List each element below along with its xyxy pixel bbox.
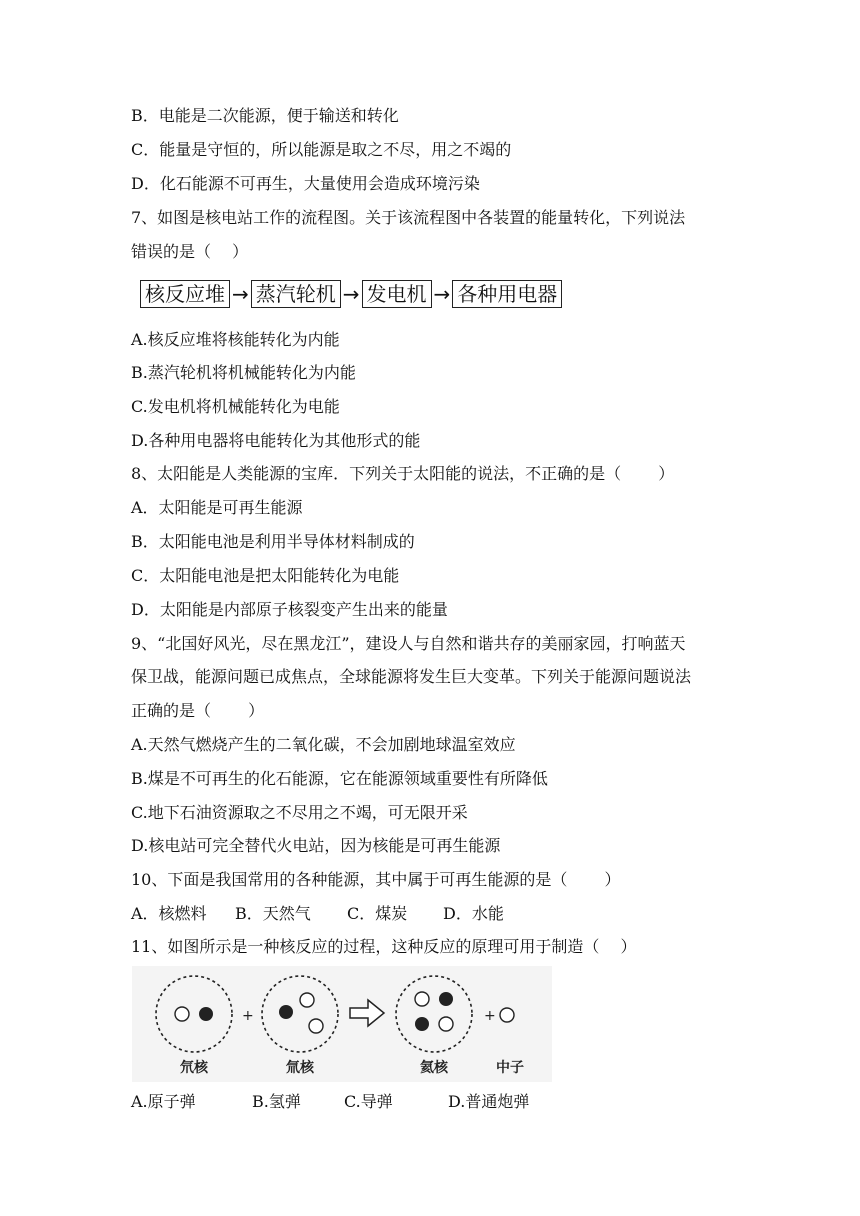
q10-stem: 10、下面是我国常用的各种能源，其中属于可再生能源的是（ ） bbox=[131, 870, 621, 889]
flow-box-generator: 发电机 bbox=[362, 280, 432, 308]
q9-stem-line3: 正确的是（ ） bbox=[131, 701, 265, 720]
q9-stem-line1: 9、“北国好风光，尽在黑龙江”，建设人与自然和谐共存的美丽家园，打响蓝天 bbox=[131, 634, 686, 653]
label-deuterium: 氘核 bbox=[180, 1060, 208, 1076]
q9-stem-line2: 保卫战，能源问题已成焦点，全球能源将发生巨大变革。下列关于能源问题说法 bbox=[131, 667, 692, 686]
q7-option-b: B.蒸汽轮机将机械能转化为内能 bbox=[131, 363, 356, 382]
label-helium: 氦核 bbox=[420, 1060, 448, 1076]
nuclear-plant-flowchart bbox=[140, 280, 562, 308]
q6-option-b: B．电能是二次能源，便于输送和转化 bbox=[131, 106, 399, 125]
q7-stem-line1: 7、如图是核电站工作的流程图。关于该流程图中各装置的能量转化，下列说法 bbox=[131, 208, 686, 227]
flow-arrow-icon: → bbox=[342, 282, 360, 306]
plus-sign-1: + bbox=[242, 1008, 254, 1024]
tritium-nucleus-circle bbox=[262, 976, 338, 1052]
free-neutron-particle bbox=[500, 1008, 514, 1022]
q10-options bbox=[131, 904, 504, 924]
plus-sign-2: + bbox=[484, 1008, 496, 1024]
flow-box-appliances: 各种用电器 bbox=[452, 280, 562, 308]
reaction-arrow-icon bbox=[350, 1000, 384, 1026]
q10-option-a: A．核燃料 bbox=[131, 904, 207, 923]
neutron-particle bbox=[439, 1017, 453, 1031]
neutron-particle bbox=[175, 1007, 189, 1021]
q11-option-a: A.原子弹 bbox=[131, 1092, 196, 1111]
nuclear-fusion-figure bbox=[132, 966, 552, 1082]
proton-particle bbox=[279, 1005, 293, 1019]
q7-option-c: C.发电机将机械能转化为电能 bbox=[131, 397, 340, 416]
proton-particle bbox=[415, 1017, 429, 1031]
q6-option-c: C．能量是守恒的，所以能源是取之不尽，用之不竭的 bbox=[131, 140, 512, 159]
label-tritium: 氚核 bbox=[286, 1060, 314, 1076]
q8-stem: 8、太阳能是人类能源的宝库．下列关于太阳能的说法，不正确的是（ ） bbox=[131, 464, 675, 483]
q10-option-b: B．天然气 bbox=[235, 904, 311, 923]
neutron-particle bbox=[415, 992, 429, 1006]
q10-option-d: D．水能 bbox=[443, 904, 504, 923]
q9-option-b: B.煤是不可再生的化石能源，它在能源领域重要性有所降低 bbox=[131, 769, 548, 788]
q7-option-d: D.各种用电器将电能转化为其他形式的能 bbox=[131, 431, 421, 450]
q7-option-a: A.核反应堆将核能转化为内能 bbox=[131, 330, 340, 349]
q9-option-a: A.天然气燃烧产生的二氧化碳，不会加剧地球温室效应 bbox=[131, 735, 516, 754]
q9-option-c: C.地下石油资源取之不尽用之不竭，可无限开采 bbox=[131, 803, 468, 822]
flow-arrow-icon: → bbox=[433, 282, 451, 306]
q8-option-b: B．太阳能电池是利用半导体材料制成的 bbox=[131, 532, 415, 551]
label-neutron: 中子 bbox=[496, 1060, 524, 1076]
q11-option-b: B.氢弹 bbox=[252, 1092, 301, 1111]
deuterium-nucleus-circle bbox=[156, 976, 232, 1052]
q8-option-a: A．太阳能是可再生能源 bbox=[131, 498, 303, 517]
helium-nucleus-circle bbox=[396, 976, 472, 1052]
q11-options bbox=[131, 1092, 529, 1112]
q10-option-c: C．煤炭 bbox=[347, 904, 408, 923]
q7-stem-line2: 错误的是（ ） bbox=[131, 242, 249, 261]
neutron-particle bbox=[300, 993, 314, 1007]
q11-option-d: D.普通炮弹 bbox=[448, 1092, 530, 1111]
q11-stem: 11、如图所示是一种核反应的过程，这种反应的原理可用于制造（ ） bbox=[131, 937, 637, 956]
q8-option-d: D．太阳能是内部原子核裂变产生出来的能量 bbox=[131, 600, 448, 619]
flow-arrow-icon: → bbox=[232, 282, 249, 306]
q8-option-c: C．太阳能电池是把太阳能转化为电能 bbox=[131, 566, 400, 585]
q6-option-d: D．化石能源不可再生，大量使用会造成环境污染 bbox=[131, 174, 480, 193]
q11-option-c: C.导弹 bbox=[344, 1092, 393, 1111]
flow-box-turbine: 蒸汽轮机 bbox=[251, 280, 341, 308]
proton-particle bbox=[439, 992, 453, 1006]
neutron-particle bbox=[309, 1019, 323, 1033]
proton-particle bbox=[199, 1007, 213, 1021]
q9-option-d: D.核电站可完全替代火电站，因为核能是可再生能源 bbox=[131, 836, 501, 855]
flow-box-reactor: 核反应堆 bbox=[140, 280, 230, 308]
